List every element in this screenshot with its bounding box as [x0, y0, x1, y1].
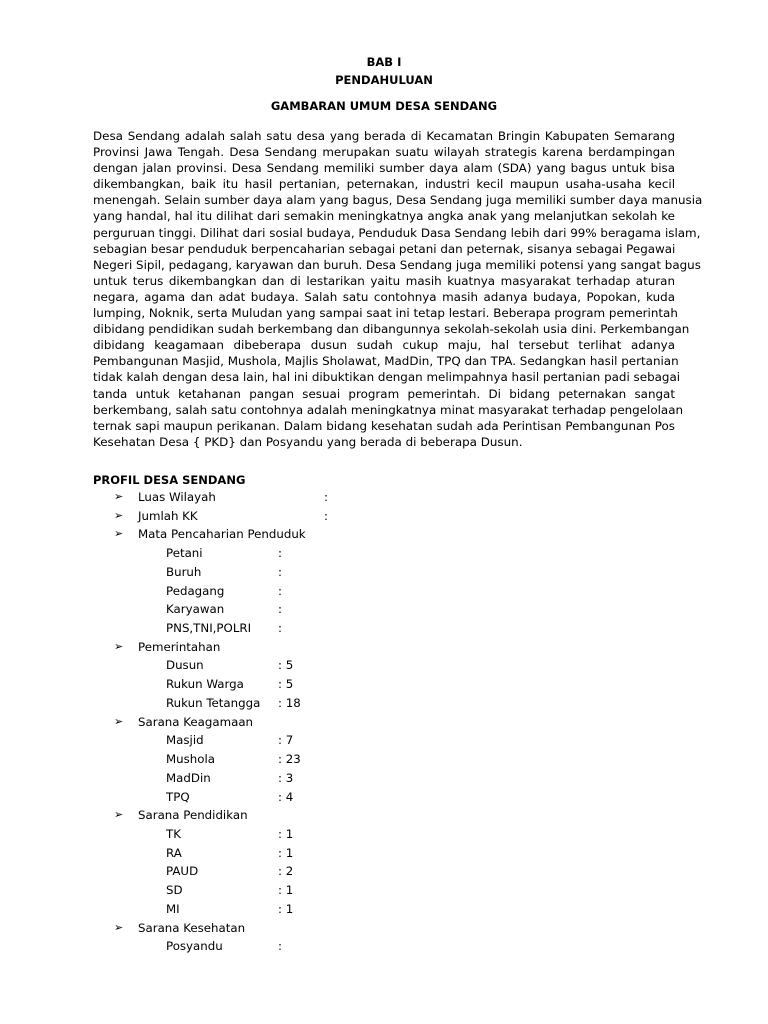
profile-label: Rukun Warga — [166, 677, 244, 692]
arrowhead-bullet-icon: ➢ — [114, 527, 124, 541]
arrowhead-bullet-icon: ➢ — [114, 714, 124, 728]
paragraph-line: dikembangkan, baik itu hasil pertanian, peternakan, industri kecil maupun usaha-usaha kecil — [93, 177, 675, 192]
profile-value: : — [278, 564, 282, 579]
paragraph-line: tanda untuk ketahanan pangan sesuai program pemerintah. Di bidang peternakan sangat — [93, 386, 675, 401]
profile-item — [0, 582, 768, 601]
profile-label: TPQ — [166, 789, 190, 804]
profile-value: : 1 — [278, 883, 294, 898]
profile-item — [0, 731, 768, 750]
profile-title: PROFIL DESA SENDANG — [93, 473, 246, 487]
profile-label: PNS,TNI,POLRI — [166, 621, 252, 636]
paragraph-line: Kesehatan Desa { PKD} dan Posyandu yang berada di beberapa Dusun. — [93, 434, 523, 449]
profile-value: : 2 — [278, 864, 294, 879]
paragraph-line: dengan jalan provinsi. Desa Sendang memiliki sumber daya alam (SDA) yang bagus untuk bisa — [93, 161, 675, 176]
profile-value: : 4 — [278, 789, 294, 804]
profile-value: : — [324, 508, 328, 523]
paragraph-line: tidak kalah dengan desa lain, hal ini dibuktikan dengan melimpahnya hasil pertanian padi sebagai — [93, 370, 681, 385]
profile-item — [0, 675, 768, 694]
profile-label: Mushola — [166, 752, 216, 767]
profile-value: : 5 — [278, 658, 294, 673]
profile-label: Luas Wilayah — [138, 490, 216, 504]
profile-label: Jumlah KK — [138, 508, 198, 523]
profile-item — [0, 769, 768, 788]
profile-value: : — [278, 602, 282, 617]
profile-value: : 23 — [278, 752, 301, 767]
profile-label: Sarana Kesehatan — [138, 920, 246, 935]
profile-label: MI — [166, 901, 180, 916]
profile-item — [0, 600, 768, 619]
intro-paragraph — [93, 128, 703, 450]
profile-label: Buruh — [166, 564, 202, 579]
profile-item — [0, 544, 768, 563]
profile-value: : — [324, 490, 328, 504]
profile-category — [0, 919, 768, 938]
profile-item — [0, 788, 768, 807]
paragraph-line: Negeri Sipil, pedagang, karyawan dan buruh. Desa Sendang juga memiliki potensi yang sangat bagus — [93, 257, 701, 272]
paragraph-line: lumping, Noknik, serta Muludan yang sampai saat ini tetap lestari. Beberapa program pemerintah — [93, 306, 678, 321]
profile-category — [0, 488, 768, 507]
profile-label: Masjid — [166, 733, 204, 748]
profile-value: : 3 — [278, 770, 294, 785]
profile-item — [0, 656, 768, 675]
profile-item — [0, 694, 768, 713]
chapter-number: BAB I — [366, 55, 402, 69]
profile-category — [0, 713, 768, 732]
profile-label: SD — [166, 883, 183, 898]
arrowhead-bullet-icon: ➢ — [114, 490, 124, 503]
profile-label: MadDin — [166, 770, 211, 785]
profile-item — [0, 844, 768, 863]
paragraph-line: negara, agama dan adat budaya. Salah satu contohnya masih adanya budaya, Popokan, kuda — [93, 289, 675, 304]
paragraph-line: dibidang keagamaan dibeberapa dusun sudah cukup maju, hal tersebut terlihat adanya — [93, 338, 675, 353]
profile-value: : 1 — [278, 826, 294, 841]
profile-label: Pedagang — [166, 583, 225, 598]
chapter-title: PENDAHULUAN — [335, 73, 433, 87]
profile-item — [0, 881, 768, 900]
profile-label: Petani — [166, 546, 203, 561]
profile-label: TK — [166, 826, 181, 841]
arrowhead-bullet-icon: ➢ — [114, 508, 124, 522]
profile-category — [0, 525, 768, 544]
paragraph-line: dibidang pendidikan sudah berkembang dan dibangunnya sekolah-sekolah usia dini. Perkembangan — [93, 322, 690, 337]
paragraph-line: menengah. Selain sumber daya alam yang bagus, Desa Sendang juga memiliki sumber daya manusia — [93, 193, 703, 208]
profile-category — [0, 507, 768, 526]
paragraph-line: sebagian besar penduduk berpencaharian sebagai petani dan peternak, sisanya sebagai Pegawai — [93, 241, 676, 256]
profile-label: Sarana Pendidikan — [138, 808, 248, 823]
paragraph-line: perguruan tinggi. Dilihat dari sosial budaya, Penduduk Dasa Sendang lebih dari 99% beragama islam, — [93, 225, 701, 240]
profile-category — [0, 638, 768, 657]
profile-label: RA — [166, 845, 182, 860]
profile-value: : — [278, 939, 282, 954]
paragraph-line: Pembangunan Masjid, Mushola, Majlis Sholawat, MadDin, TPQ dan TPA. Sedangkan hasil pertanian — [93, 354, 679, 369]
profile-item — [0, 563, 768, 582]
profile-value: : — [278, 621, 282, 636]
paragraph-line: berkembang, salah satu contohnya adalah meningkatnya minat masyarakat terhadap pengelolaan — [93, 402, 684, 417]
profile-item — [0, 619, 768, 638]
profile-value: : 18 — [278, 695, 301, 710]
paragraph-line: untuk terus dikembangkan dan di lestarikan yaitu masih kuatnya masyarakat terhadap aturan — [93, 273, 675, 288]
profile-value: : 1 — [278, 901, 294, 916]
profile-item — [0, 862, 768, 881]
profile-value: : — [278, 583, 282, 598]
profile-label: Dusun — [166, 658, 204, 673]
profile-value: : 7 — [278, 733, 294, 748]
arrowhead-bullet-icon: ➢ — [114, 920, 124, 934]
profile-label: Posyandu — [166, 939, 223, 954]
section-title: GAMBARAN UMUM DESA SENDANG — [270, 99, 498, 113]
profile-label: Pemerintahan — [138, 639, 221, 654]
profile-label: Mata Pencaharian Penduduk — [138, 527, 306, 542]
profile-value: : 5 — [278, 677, 294, 692]
profile-item — [0, 825, 768, 844]
profile-value: : — [278, 546, 282, 561]
arrowhead-bullet-icon: ➢ — [114, 808, 124, 822]
paragraph-line: Provinsi Jawa Tengah. Desa Sendang merupakan suatu wilayah strategis karena berdampingan — [93, 145, 675, 160]
paragraph-line: Desa Sendang adalah salah satu desa yang berada di Kecamatan Bringin Kabupaten Semarang — [93, 129, 675, 143]
profile-label: Rukun Tetangga — [166, 695, 261, 710]
profile-label: Karyawan — [166, 602, 225, 617]
paragraph-line: yang handal, hal itu dilihat dari semakin meningkatnya angka anak yang melanjutkan sekolah ke — [93, 209, 675, 224]
profile-item — [0, 900, 768, 919]
profile-category — [0, 806, 768, 825]
profile-value: : 1 — [278, 845, 294, 860]
profile-label: Sarana Keagamaan — [138, 714, 254, 729]
profile-label: PAUD — [166, 864, 199, 879]
profile-item — [0, 750, 768, 769]
profile-item — [0, 937, 768, 956]
arrowhead-bullet-icon: ➢ — [114, 639, 124, 653]
paragraph-line: ternak sapi maupun perikanan. Dalam bidang kesehatan sudah ada Perintisan Pembangunan Pos — [93, 418, 675, 433]
